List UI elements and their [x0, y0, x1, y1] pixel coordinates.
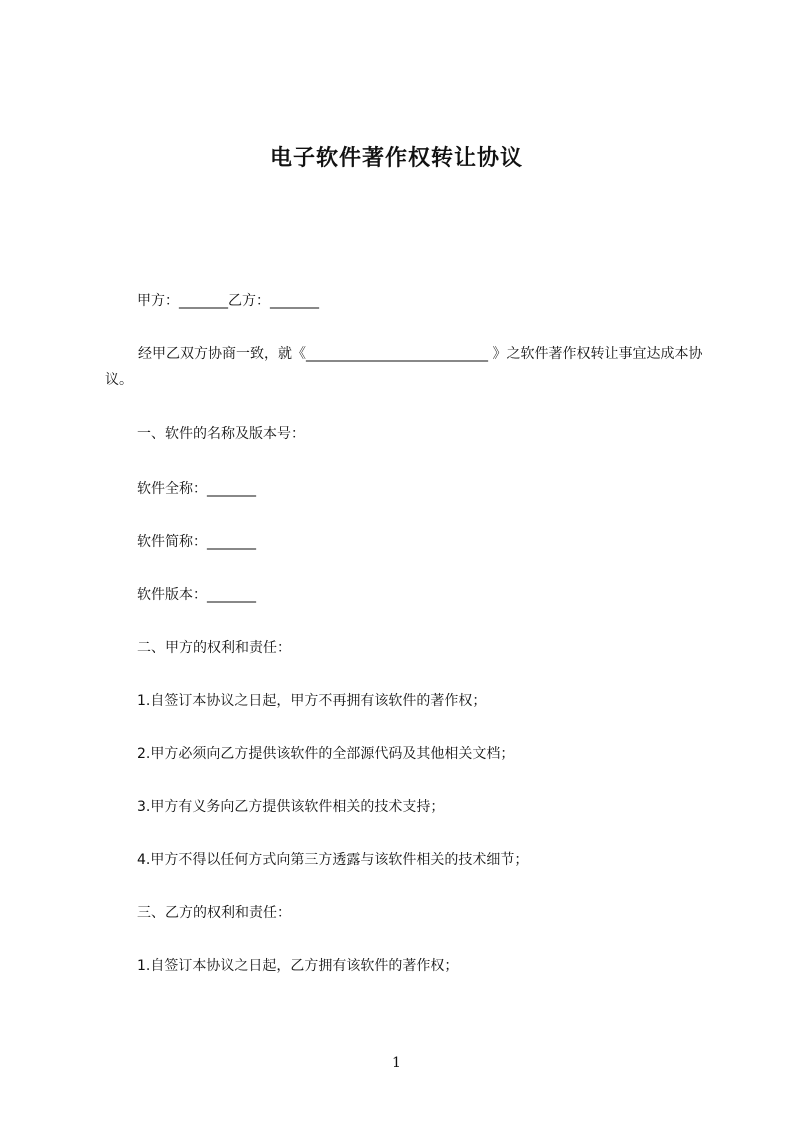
section-1-heading: 一、软件的名称及版本号：	[137, 426, 305, 442]
section-2-item: 3.甲方有义务向乙方提供该软件相关的技术支持；	[137, 799, 445, 815]
section-2-item: 4.甲方不得以任何方式向第三方透露与该软件相关的技术细节；	[137, 852, 529, 868]
section-2-item: 1.自签订本协议之日起，甲方不再拥有该软件的著作权；	[137, 693, 487, 709]
intro-paragraph: 经甲乙双方协商一致，就《__________________________ 》之软件著作权转让事宜达成本协议。	[105, 346, 703, 388]
software-version-line: 软件版本：_______	[137, 587, 256, 603]
document-title: 电子软件著作权转让协议	[269, 146, 523, 171]
parties-line: 甲方：_______乙方：_______	[137, 293, 319, 309]
page-number: 1	[392, 1055, 401, 1071]
software-short-name-line: 软件简称：_______	[137, 534, 256, 550]
section-2-heading: 二、甲方的权利和责任：	[137, 640, 291, 656]
section-3-item: 1.自签订本协议之日起，乙方拥有该软件的著作权；	[137, 958, 459, 974]
software-full-name-line: 软件全称：_______	[137, 481, 256, 497]
section-2-item: 2.甲方必须向乙方提供该软件的全部源代码及其他相关文档；	[137, 746, 515, 762]
section-3-heading: 三、乙方的权利和责任：	[137, 905, 291, 921]
